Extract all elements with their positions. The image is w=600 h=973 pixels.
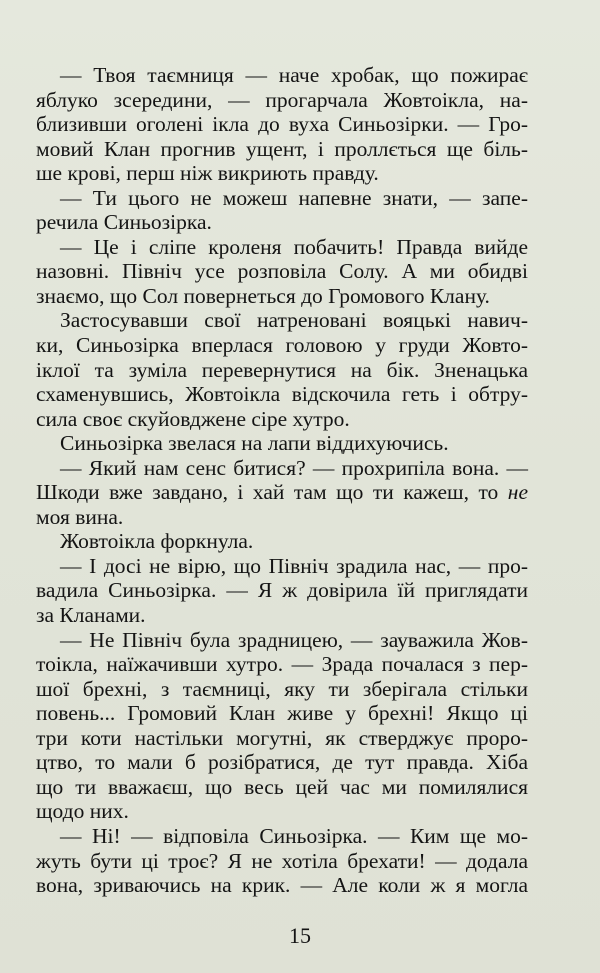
text-line: моя вина.	[36, 504, 124, 529]
text-line: назовні. Північ усе розповіла Солу. А ми обидві	[36, 259, 528, 284]
text-line: схаменувшись, Жовтоікла відскочила геть і обтру-	[36, 382, 528, 407]
text-line: яблуко зсередини, — прогарчала Жовтоікла, на-	[36, 87, 528, 112]
text-line: — Твоя таємниця — наче хробак, що пожирає	[60, 63, 528, 87]
text-line: — І досі не вірю, що Північ зрадила нас, — про-	[60, 553, 528, 578]
page-number: 15	[289, 923, 311, 948]
text-line: вадила Синьозірка. — Я ж довірила їй приглядати	[36, 578, 528, 603]
text-line	[36, 480, 528, 505]
text-line: — Не Північ була зрадницею, — зауважила Жов-	[60, 627, 528, 652]
text-line: повень... Громовий Клан живе у брехні! Якщо ці	[36, 701, 528, 726]
text-line: — Ти цього не можеш напевне знати, — запе-	[60, 185, 528, 210]
body-text	[36, 63, 528, 898]
text-line: Застосувавши свої натреновані вояцькі навич-	[60, 308, 528, 333]
text-line: цтво, то мали б розібратися, де тут правда. Хіба	[36, 750, 528, 775]
text-line: знаємо, що Сол повернеться до Громового Клану.	[36, 283, 490, 308]
text-line: ки, Синьозірка вперлася головою у груди Жовто-	[36, 333, 528, 358]
text-line: щодо них.	[36, 799, 129, 824]
text-line: ше крові, перш ніж викриють правду.	[36, 161, 379, 186]
text-line: близивши оголені ікла до вуха Синьозірки. — Гро-	[36, 112, 528, 137]
text-fragment: Шкоди вже завдано, і хай там що ти кажеш, то	[36, 480, 508, 505]
text-line: мовий Клан прогнив ущент, і проллється ще біль-	[36, 136, 528, 161]
text-line: що ти вважаєш, що весь цей час ми помилялися	[36, 774, 528, 799]
text-line: іклої та зуміла перевернутися на бік. Зненацька	[36, 357, 528, 382]
text-line: три коти настільки могутні, як стверджує проро-	[36, 725, 528, 750]
text-line: — Який нам сенс битися? — прохрипіла вона. —	[60, 455, 528, 480]
text-line: речила Синьозірка.	[36, 210, 212, 235]
text-line: тоікла, наїжачивши хутро. — Зрада почалася з пер-	[36, 652, 528, 677]
text-line: Синьозірка звелася на лапи віддихуючись.	[60, 431, 449, 456]
text-line: жуть бути ці троє? Я не хотіла брехати! — додала	[36, 848, 528, 873]
text-line: — Це і сліпе кроленя побачить! Правда вийде	[60, 234, 528, 259]
text-line: за Кланами.	[36, 603, 146, 628]
text-line: сила своє скуйовджене сіре хутро.	[36, 406, 350, 431]
italic-emphasis: не	[507, 480, 528, 505]
text-line: — Ні! — відповіла Синьозірка. — Ким ще мо-	[60, 823, 528, 848]
text-line: Жовтоікла форкнула.	[60, 529, 254, 554]
text-line: шої брехні, з таємниці, яку ти зберігала стільки	[36, 676, 528, 701]
text-line: вона, зриваючись на крик. — Але коли ж я могла	[36, 873, 528, 898]
